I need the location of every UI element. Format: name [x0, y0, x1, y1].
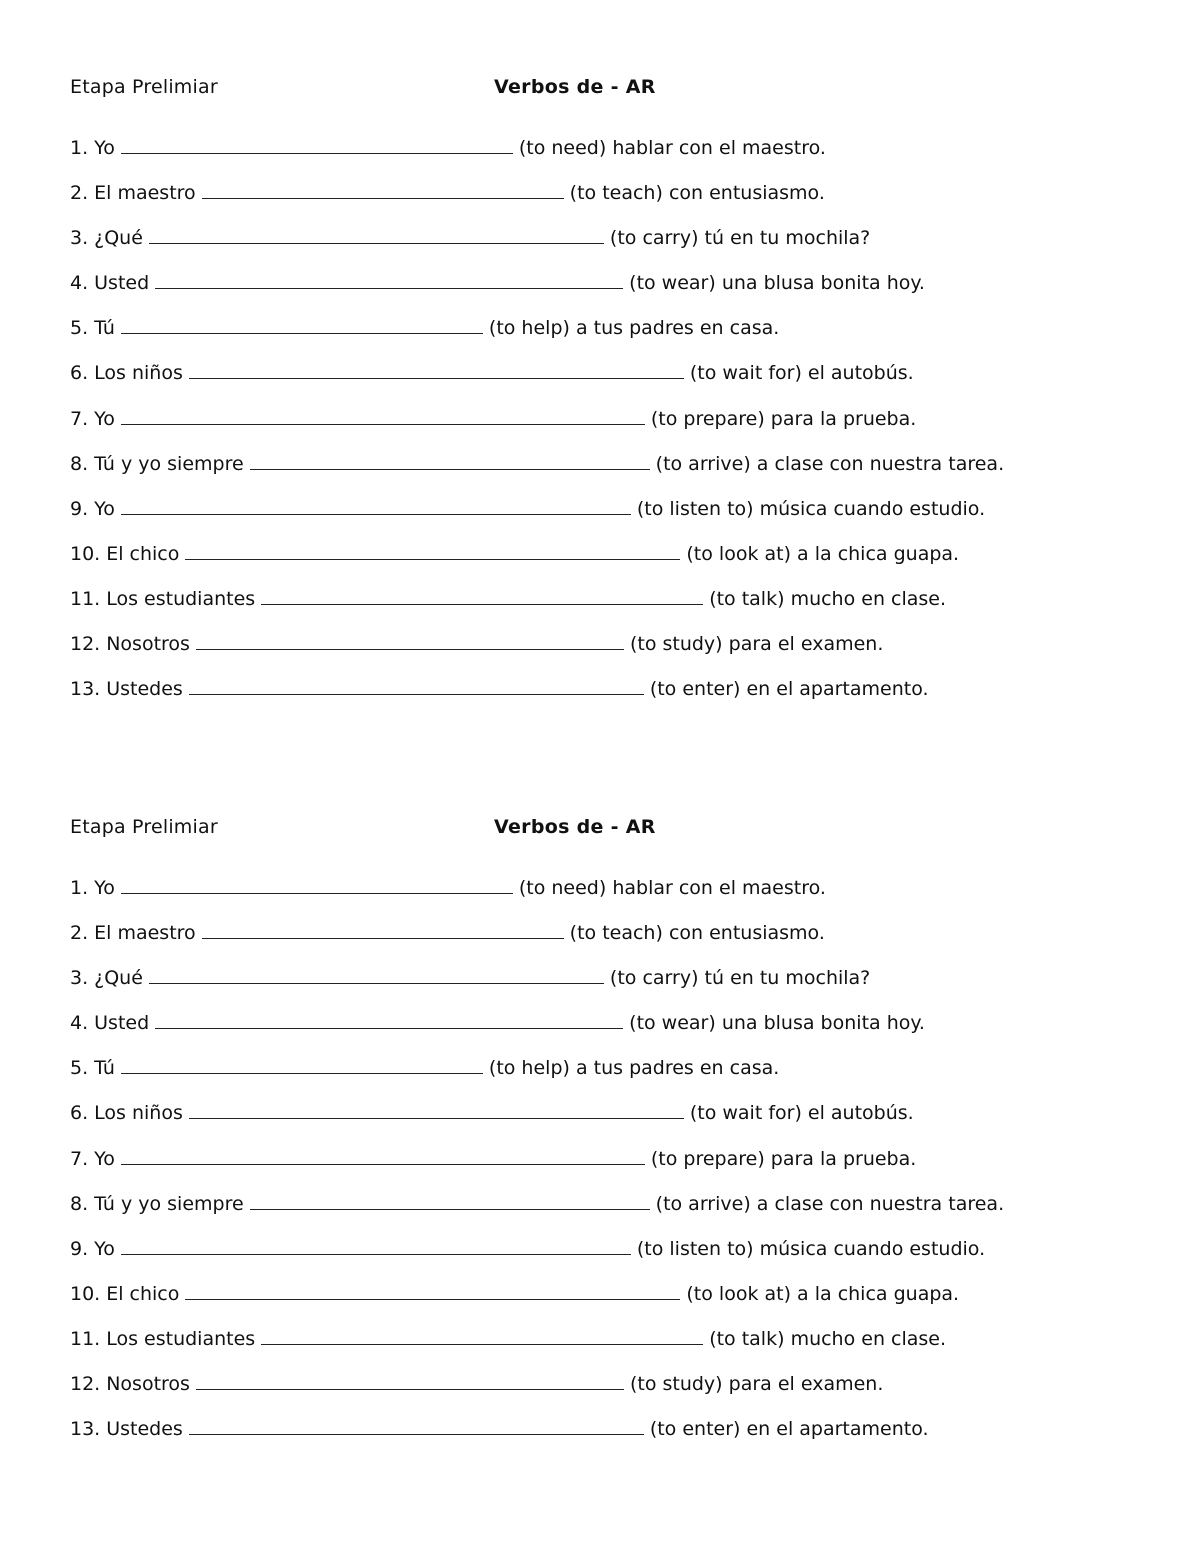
item-rest: una blusa bonita hoy. [721, 1012, 925, 1035]
answer-blank[interactable] [261, 1326, 703, 1345]
item-number: 4. [70, 1012, 89, 1035]
item-rest: para el examen. [728, 1373, 884, 1396]
item-rest: a la chica guapa. [797, 1282, 960, 1305]
item-rest: en el apartamento. [746, 1418, 929, 1441]
exercise-item [70, 585, 1004, 630]
item-hint: (to prepare) [650, 1147, 765, 1170]
exercise-item [70, 1370, 1004, 1415]
item-rest: a tus padres en casa. [575, 317, 780, 340]
item-number: 4. [70, 272, 89, 295]
exercise-item [70, 314, 1004, 359]
item-subject: Los niños [94, 1102, 183, 1125]
item-rest: música cuando estudio. [759, 1237, 986, 1260]
item-subject: ¿Qué [94, 227, 143, 250]
exercise-item [70, 1009, 1004, 1054]
answer-blank[interactable] [189, 1416, 644, 1435]
item-rest: a tus padres en casa. [575, 1057, 780, 1080]
exercise-item [70, 874, 1004, 919]
item-rest: el autobús. [807, 362, 914, 385]
item-rest: a clase con nuestra tarea. [756, 1192, 1005, 1215]
item-subject: Ustedes [106, 1418, 183, 1441]
item-number: 7. [70, 407, 89, 430]
item-subject: El maestro [94, 182, 196, 205]
item-subject: Yo [94, 1147, 115, 1170]
item-hint: (to carry) [609, 967, 699, 990]
exercise-item [70, 630, 1004, 675]
item-subject: Yo [94, 1237, 115, 1260]
item-hint: (to listen to) [636, 497, 754, 520]
exercise-item [70, 179, 1004, 224]
item-number: 6. [70, 1102, 89, 1125]
exercise-item [70, 1235, 1004, 1280]
item-hint: (to carry) [609, 227, 699, 250]
item-hint: (to wait for) [689, 362, 802, 385]
answer-blank[interactable] [121, 1146, 645, 1165]
item-hint: (to study) [629, 633, 723, 656]
worksheet-top [70, 72, 1150, 701]
answer-blank[interactable] [121, 1236, 631, 1255]
item-hint: (to look at) [686, 542, 791, 565]
exercise-item [70, 540, 1004, 585]
answer-blank[interactable] [202, 920, 564, 939]
exercise-item [70, 450, 1004, 495]
item-rest: el autobús. [807, 1102, 914, 1125]
item-number: 3. [70, 967, 89, 990]
item-rest: mucho en clase. [790, 1327, 947, 1350]
item-subject: Los niños [94, 362, 183, 385]
exercise-item [70, 1190, 1004, 1235]
worksheet-title: Verbos de - AR [494, 816, 656, 838]
worksheet-label: Etapa Prelimiar [70, 76, 218, 98]
item-number: 11. [70, 587, 101, 610]
item-subject: Yo [94, 877, 115, 899]
exercise-item [70, 675, 1004, 720]
item-hint: (to arrive) [655, 1192, 751, 1215]
item-subject: Tú [94, 317, 115, 340]
answer-blank[interactable] [196, 631, 624, 650]
item-number: 1. [70, 877, 89, 899]
item-number: 9. [70, 497, 89, 520]
item-hint: (to look at) [686, 1282, 791, 1305]
item-number: 7. [70, 1147, 89, 1170]
item-subject: Yo [94, 497, 115, 520]
item-rest: con entusiasmo. [668, 182, 825, 205]
item-number: 8. [70, 1192, 89, 1215]
exercise-list [70, 874, 1004, 1460]
answer-blank[interactable] [121, 875, 513, 894]
item-subject: Tú y yo siempre [94, 452, 244, 475]
exercise-item [70, 134, 1004, 179]
item-rest: con entusiasmo. [668, 922, 825, 945]
exercise-item [70, 964, 1004, 1009]
item-rest: para la prueba. [770, 407, 917, 430]
item-hint: (to help) [488, 1057, 570, 1080]
answer-blank[interactable] [155, 1010, 623, 1029]
item-subject: Nosotros [106, 1373, 190, 1396]
item-hint: (to study) [629, 1373, 723, 1396]
item-subject: Los estudiantes [106, 587, 256, 610]
item-hint: (to arrive) [655, 452, 751, 475]
item-rest: música cuando estudio. [759, 497, 986, 520]
item-number: 11. [70, 1327, 101, 1350]
item-hint: (to enter) [649, 678, 741, 701]
item-number: 2. [70, 182, 89, 205]
item-number: 13. [70, 678, 101, 701]
item-subject: ¿Qué [94, 967, 143, 990]
item-rest: hablar con el maestro. [612, 137, 826, 159]
item-number: 5. [70, 317, 89, 340]
item-number: 3. [70, 227, 89, 250]
exercise-item [70, 1415, 1004, 1460]
exercise-item [70, 405, 1004, 450]
item-number: 13. [70, 1418, 101, 1441]
exercise-item [70, 359, 1004, 404]
item-hint: (to teach) [569, 922, 663, 945]
answer-blank[interactable] [250, 1191, 650, 1210]
item-rest: tú en tu mochila? [704, 967, 871, 990]
item-rest: mucho en clase. [790, 587, 947, 610]
item-subject: Tú y yo siempre [94, 1192, 244, 1215]
worksheet-header [70, 72, 1150, 102]
answer-blank[interactable] [189, 676, 644, 695]
item-rest: una blusa bonita hoy. [721, 272, 925, 295]
item-subject: Nosotros [106, 633, 190, 656]
item-subject: Ustedes [106, 678, 183, 701]
item-rest: hablar con el maestro. [612, 877, 826, 899]
exercise-item [70, 1054, 1004, 1099]
worksheet-bottom [70, 812, 1150, 1441]
item-subject: El chico [106, 1282, 180, 1305]
answer-blank[interactable] [196, 1371, 624, 1390]
answer-blank[interactable] [121, 406, 645, 425]
item-number: 10. [70, 1282, 101, 1305]
item-number: 5. [70, 1057, 89, 1080]
item-subject: Los estudiantes [106, 1327, 256, 1350]
answer-blank[interactable] [185, 1281, 680, 1300]
item-number: 1. [70, 137, 89, 159]
item-hint: (to listen to) [636, 1237, 754, 1260]
answer-blank[interactable] [121, 496, 631, 515]
exercise-item [70, 1280, 1004, 1325]
item-hint: (to prepare) [650, 407, 765, 430]
item-hint: (to talk) [709, 1327, 785, 1350]
answer-blank[interactable] [149, 225, 604, 244]
item-number: 2. [70, 922, 89, 945]
item-subject: Usted [94, 272, 150, 295]
answer-blank[interactable] [155, 270, 623, 289]
item-rest: a clase con nuestra tarea. [756, 452, 1005, 475]
exercise-list [70, 134, 1004, 720]
item-subject: Yo [94, 407, 115, 430]
item-hint: (to enter) [649, 1418, 741, 1441]
item-subject: Yo [94, 137, 115, 159]
item-hint: (to help) [488, 317, 570, 340]
exercise-item [70, 1145, 1004, 1190]
item-subject: Tú [94, 1057, 115, 1080]
item-number: 9. [70, 1237, 89, 1260]
item-number: 8. [70, 452, 89, 475]
exercise-item [70, 1325, 1004, 1370]
answer-blank[interactable] [189, 1100, 684, 1119]
item-number: 6. [70, 362, 89, 385]
item-hint: (to wait for) [689, 1102, 802, 1125]
answer-blank[interactable] [149, 965, 604, 984]
exercise-item [70, 269, 1004, 314]
worksheet-header [70, 812, 1150, 842]
item-hint: (to wear) [629, 272, 716, 295]
answer-blank[interactable] [121, 135, 513, 154]
item-hint: (to wear) [629, 1012, 716, 1035]
item-hint: (to teach) [569, 182, 663, 205]
item-subject: El chico [106, 542, 180, 565]
item-rest: para la prueba. [770, 1147, 917, 1170]
item-hint: (to talk) [709, 587, 785, 610]
item-number: 12. [70, 1373, 101, 1396]
item-rest: para el examen. [728, 633, 884, 656]
item-subject: El maestro [94, 922, 196, 945]
exercise-item [70, 1099, 1004, 1144]
answer-blank[interactable] [189, 360, 684, 379]
item-rest: en el apartamento. [746, 678, 929, 701]
item-rest: tú en tu mochila? [704, 227, 871, 250]
answer-blank[interactable] [250, 451, 650, 470]
answer-blank[interactable] [185, 541, 680, 560]
item-number: 12. [70, 633, 101, 656]
item-rest: a la chica guapa. [797, 542, 960, 565]
item-hint: (to need) [518, 137, 607, 159]
item-number: 10. [70, 542, 101, 565]
answer-blank[interactable] [202, 180, 564, 199]
item-hint: (to need) [518, 877, 607, 899]
answer-blank[interactable] [121, 1055, 483, 1074]
worksheet-title: Verbos de - AR [494, 76, 656, 98]
item-subject: Usted [94, 1012, 150, 1035]
exercise-item [70, 495, 1004, 540]
exercise-item [70, 224, 1004, 269]
answer-blank[interactable] [121, 315, 483, 334]
exercise-item [70, 919, 1004, 964]
worksheet-label: Etapa Prelimiar [70, 816, 218, 838]
answer-blank[interactable] [261, 586, 703, 605]
